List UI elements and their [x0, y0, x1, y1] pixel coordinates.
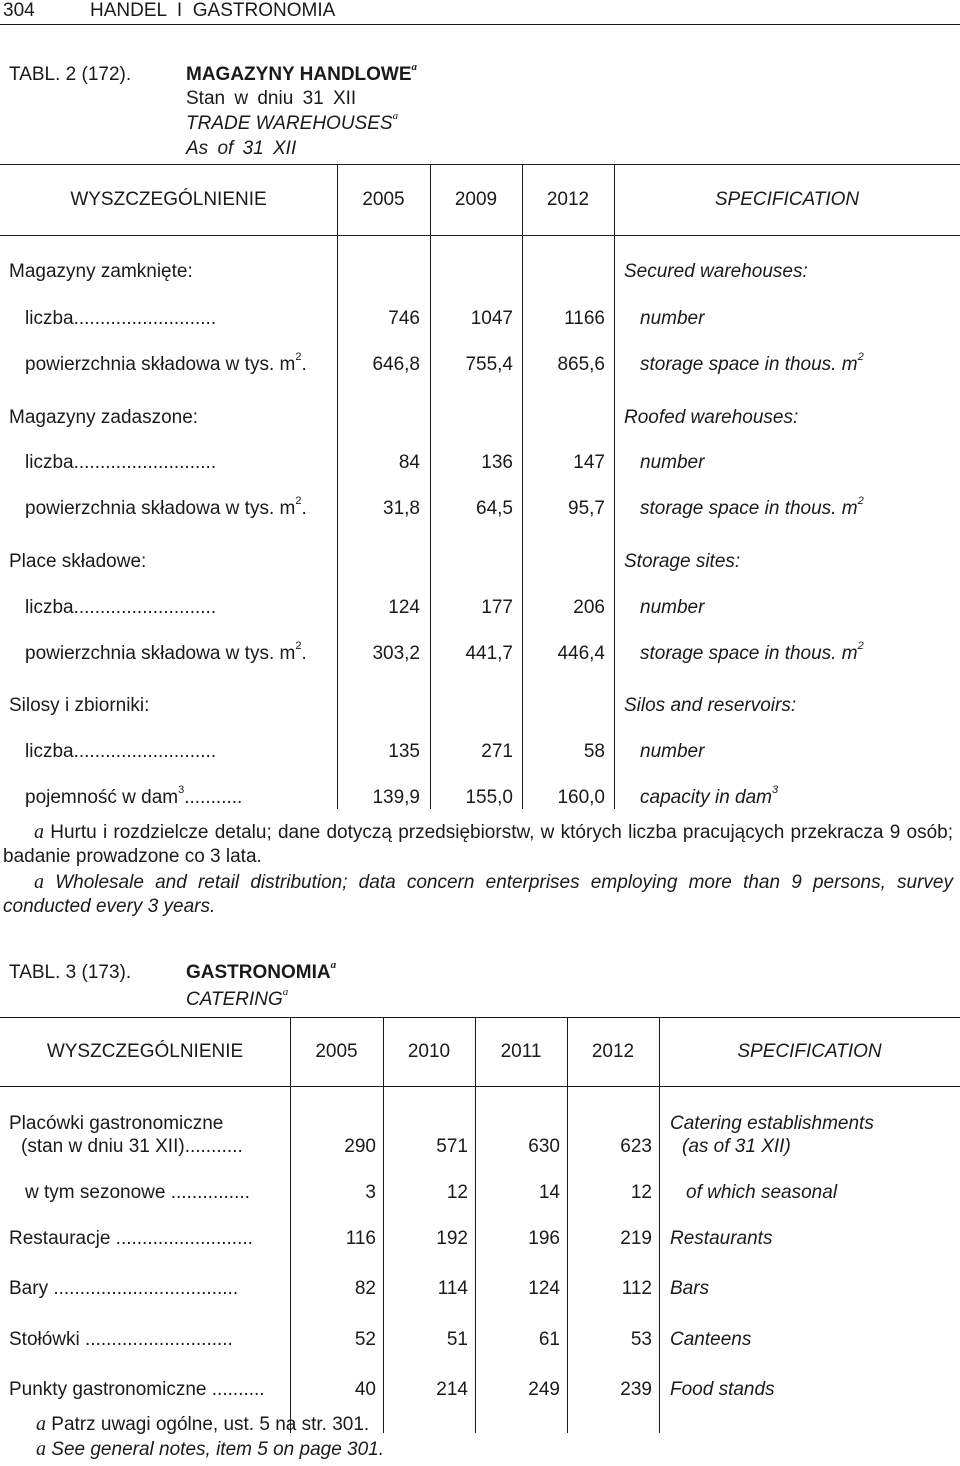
- cell-value: 31,8: [383, 498, 420, 519]
- page-number: 304: [3, 0, 35, 21]
- footnote-pl: [36, 1413, 369, 1436]
- table-top-rule: [0, 164, 960, 165]
- footnote-mark: a: [36, 1413, 46, 1435]
- cell-value: 116: [345, 1228, 376, 1249]
- cell-value: 571: [436, 1136, 468, 1157]
- group-heading-en: Secured warehouses:: [624, 261, 808, 282]
- row-label-tail: .: [301, 643, 307, 664]
- column-header-en: SPECIFICATION: [737, 1041, 882, 1062]
- cell-value: 1166: [564, 308, 605, 329]
- table-label: TABL. 2 (172).: [9, 64, 132, 85]
- row-label-tail: .: [301, 354, 307, 375]
- row-label-sup: 3: [178, 784, 185, 796]
- section-title: HANDEL I GASTRONOMIA: [90, 0, 336, 21]
- row-label-en: Restaurants: [670, 1228, 773, 1249]
- row-label-en: Canteens: [670, 1329, 752, 1350]
- column-header-year: 2005: [315, 1041, 358, 1062]
- group-heading: Magazyny zamknięte:: [9, 261, 193, 282]
- row-label-en: Bars: [670, 1278, 710, 1299]
- cell-value: 12: [630, 1182, 652, 1203]
- table-title-en-text: CATERING: [186, 989, 283, 1010]
- cell-value: 58: [583, 741, 605, 762]
- row-label-en: number: [640, 308, 705, 329]
- footnote-mark: a: [34, 821, 44, 843]
- column-header-year: 2012: [546, 189, 590, 210]
- col-divider: [337, 164, 338, 809]
- row-label-en: [640, 784, 779, 809]
- row-label-en: number: [640, 741, 705, 762]
- cell-value: 623: [620, 1136, 652, 1157]
- row-label-cont: (stan w dniu 31 XII)...........: [21, 1136, 243, 1157]
- cell-value: 746: [388, 308, 420, 329]
- table-title-text: GASTRONOMIA: [186, 962, 331, 983]
- title-en-note: a: [392, 110, 399, 122]
- row-label: Stołówki ............................: [9, 1329, 233, 1350]
- cell-value: 64,5: [476, 498, 513, 519]
- col-divider: [383, 1017, 384, 1433]
- table-title-en: [186, 986, 289, 1011]
- col-divider: [567, 1017, 568, 1433]
- row-label-en: [640, 640, 864, 665]
- col-divider: [659, 1017, 660, 1433]
- row-label-en: Catering establishments: [670, 1113, 874, 1134]
- column-header-year: 2009: [454, 189, 498, 210]
- row-label: Bary ...................................: [9, 1278, 239, 1299]
- cell-value: 124: [388, 597, 420, 618]
- row-label-text: pojemność w dam: [25, 787, 179, 808]
- column-header-pl: WYSZCZEGÓLNIENIE: [70, 189, 267, 210]
- cell-value: 139,9: [372, 787, 420, 808]
- row-label-en: number: [640, 597, 705, 618]
- row-label: Placówki gastronomiczne: [9, 1113, 224, 1134]
- row-label-en-text: storage space in thous. m: [640, 643, 858, 664]
- column-header-en: SPECIFICATION: [714, 189, 860, 210]
- row-label: [25, 351, 307, 376]
- cell-value: 290: [344, 1136, 376, 1157]
- footnote-text: See general notes, item 5 on page 301.: [51, 1439, 385, 1460]
- cell-value: 112: [621, 1278, 652, 1299]
- cell-value: 177: [481, 597, 513, 618]
- row-label-en-text: storage space in thous. m: [640, 354, 858, 375]
- cell-value: 441,7: [465, 643, 513, 664]
- cell-value: 155,0: [465, 787, 513, 808]
- row-label-en-text: capacity in dam: [640, 787, 773, 808]
- group-heading-en: Roofed warehouses:: [624, 407, 799, 428]
- cell-value: 646,8: [372, 354, 420, 375]
- cell-value: 114: [437, 1278, 468, 1299]
- cell-value: 84: [398, 452, 420, 473]
- row-label: Restauracje ..........................: [9, 1228, 253, 1249]
- cell-value: 135: [388, 741, 420, 762]
- row-label-sup: 2: [295, 640, 302, 652]
- table-title-en-text: TRADE WAREHOUSES: [186, 113, 393, 134]
- row-label: liczba...........................: [25, 741, 217, 762]
- footnote-pl: [3, 820, 953, 869]
- table-title-en: [186, 110, 399, 135]
- col-divider: [614, 164, 615, 809]
- cell-value: 136: [481, 452, 513, 473]
- cell-value: 1047: [470, 308, 513, 329]
- row-label-en-cont: (as of 31 XII): [682, 1136, 791, 1157]
- column-header-pl: WYSZCZEGÓLNIENIE: [46, 1041, 244, 1062]
- cell-value: 61: [538, 1329, 560, 1350]
- cell-value: 206: [573, 597, 605, 618]
- title-note: a: [330, 959, 337, 971]
- cell-value: 630: [528, 1136, 560, 1157]
- table-top-rule: [0, 1017, 960, 1018]
- cell-value: 219: [620, 1228, 652, 1249]
- cell-value: 271: [481, 741, 513, 762]
- column-header-year: 2011: [500, 1041, 542, 1062]
- title-note: a: [411, 61, 418, 73]
- footnote-en: [36, 1438, 384, 1461]
- cell-value: 82: [354, 1278, 376, 1299]
- footnote-text: Hurtu i rozdzielcze detalu; dane dotyczą przedsiębiorstw, w których liczba pracujących przekracza 9 osób; badanie prowadzone co 3 lata.: [3, 822, 953, 867]
- column-header-year: 2012: [591, 1041, 635, 1062]
- cell-value: 40: [354, 1379, 376, 1400]
- footnote-mark: a: [34, 871, 44, 893]
- table-subtitle-en: As of 31 XII: [186, 138, 297, 159]
- table-subtitle: Stan w dniu 31 XII: [186, 88, 357, 109]
- row-label-sup: 2: [295, 351, 302, 363]
- row-label-tail: .: [301, 498, 307, 519]
- table-head-rule: [0, 1086, 960, 1087]
- table-label: TABL. 3 (173).: [9, 962, 132, 983]
- row-label-en: [640, 495, 864, 520]
- row-label: [25, 784, 243, 809]
- row-label: Punkty gastronomiczne ..........: [9, 1379, 265, 1400]
- title-en-note: a: [282, 986, 289, 998]
- cell-value: 196: [528, 1228, 560, 1249]
- row-label: liczba...........................: [25, 308, 217, 329]
- group-heading-en: Silos and reservoirs:: [624, 695, 797, 716]
- cell-value: 52: [354, 1329, 376, 1350]
- group-heading-en: Storage sites:: [624, 551, 741, 572]
- cell-value: 160,0: [557, 787, 605, 808]
- table-head-rule: [0, 235, 960, 236]
- row-label-en-text: storage space in thous. m: [640, 498, 858, 519]
- cell-value: 12: [446, 1182, 468, 1203]
- row-label-en: [640, 351, 864, 376]
- table-title: [186, 61, 418, 86]
- row-label-en-sup: 2: [857, 640, 864, 652]
- group-heading: Silosy i zbiorniki:: [9, 695, 150, 716]
- row-label-en-sup: 2: [857, 495, 864, 507]
- footnote-en: [3, 870, 953, 919]
- row-label-en-sup: 3: [772, 784, 779, 796]
- cell-value: 147: [573, 452, 605, 473]
- cell-value: 239: [620, 1379, 652, 1400]
- cell-value: 51: [446, 1329, 468, 1350]
- row-label-en-sup: 2: [857, 351, 864, 363]
- col-divider: [475, 1017, 476, 1433]
- row-label-text: powierzchnia składowa w tys. m: [25, 643, 296, 664]
- row-label-sup: 2: [295, 495, 302, 507]
- footnote-text: Patrz uwagi ogólne, ust. 5 na str. 301.: [51, 1414, 370, 1435]
- column-header-year: 2010: [407, 1041, 451, 1062]
- cell-value: 53: [630, 1329, 652, 1350]
- footnote-text: Wholesale and retail distribution; data concern enterprises employing more than 9 persons, survey conducted every 3 years.: [3, 872, 953, 917]
- column-header-year: 2005: [362, 189, 405, 210]
- row-label: liczba...........................: [25, 597, 217, 618]
- header-rule: [0, 24, 960, 25]
- cell-value: 3: [365, 1182, 376, 1203]
- cell-value: 214: [436, 1379, 468, 1400]
- row-label-text: powierzchnia składowa w tys. m: [25, 498, 296, 519]
- row-label-en: of which seasonal: [686, 1182, 838, 1203]
- cell-value: 446,4: [557, 643, 605, 664]
- cell-value: 865,6: [557, 354, 605, 375]
- cell-value: 95,7: [568, 498, 605, 519]
- row-label: [25, 495, 307, 520]
- cell-value: 192: [436, 1228, 468, 1249]
- cell-value: 14: [538, 1182, 560, 1203]
- row-label-text: powierzchnia składowa w tys. m: [25, 354, 296, 375]
- cell-value: 124: [528, 1278, 560, 1299]
- cell-value: 303,2: [372, 643, 420, 664]
- row-label: w tym sezonowe ...............: [25, 1182, 250, 1203]
- table-title-text: MAGAZYNY HANDLOWE: [186, 64, 412, 85]
- col-divider: [430, 164, 431, 809]
- row-label: liczba...........................: [25, 452, 217, 473]
- row-label: [25, 640, 307, 665]
- row-label-en: Food stands: [670, 1379, 775, 1400]
- col-divider: [522, 164, 523, 809]
- group-heading: Place składowe:: [9, 551, 147, 572]
- footnote-mark: a: [36, 1438, 46, 1460]
- row-label-tail: ...........: [184, 787, 243, 808]
- col-divider: [290, 1017, 291, 1433]
- row-label-en: number: [640, 452, 705, 473]
- group-heading: Magazyny zadaszone:: [9, 407, 199, 428]
- cell-value: 755,4: [465, 354, 513, 375]
- table-title: [186, 959, 337, 984]
- cell-value: 249: [528, 1379, 560, 1400]
